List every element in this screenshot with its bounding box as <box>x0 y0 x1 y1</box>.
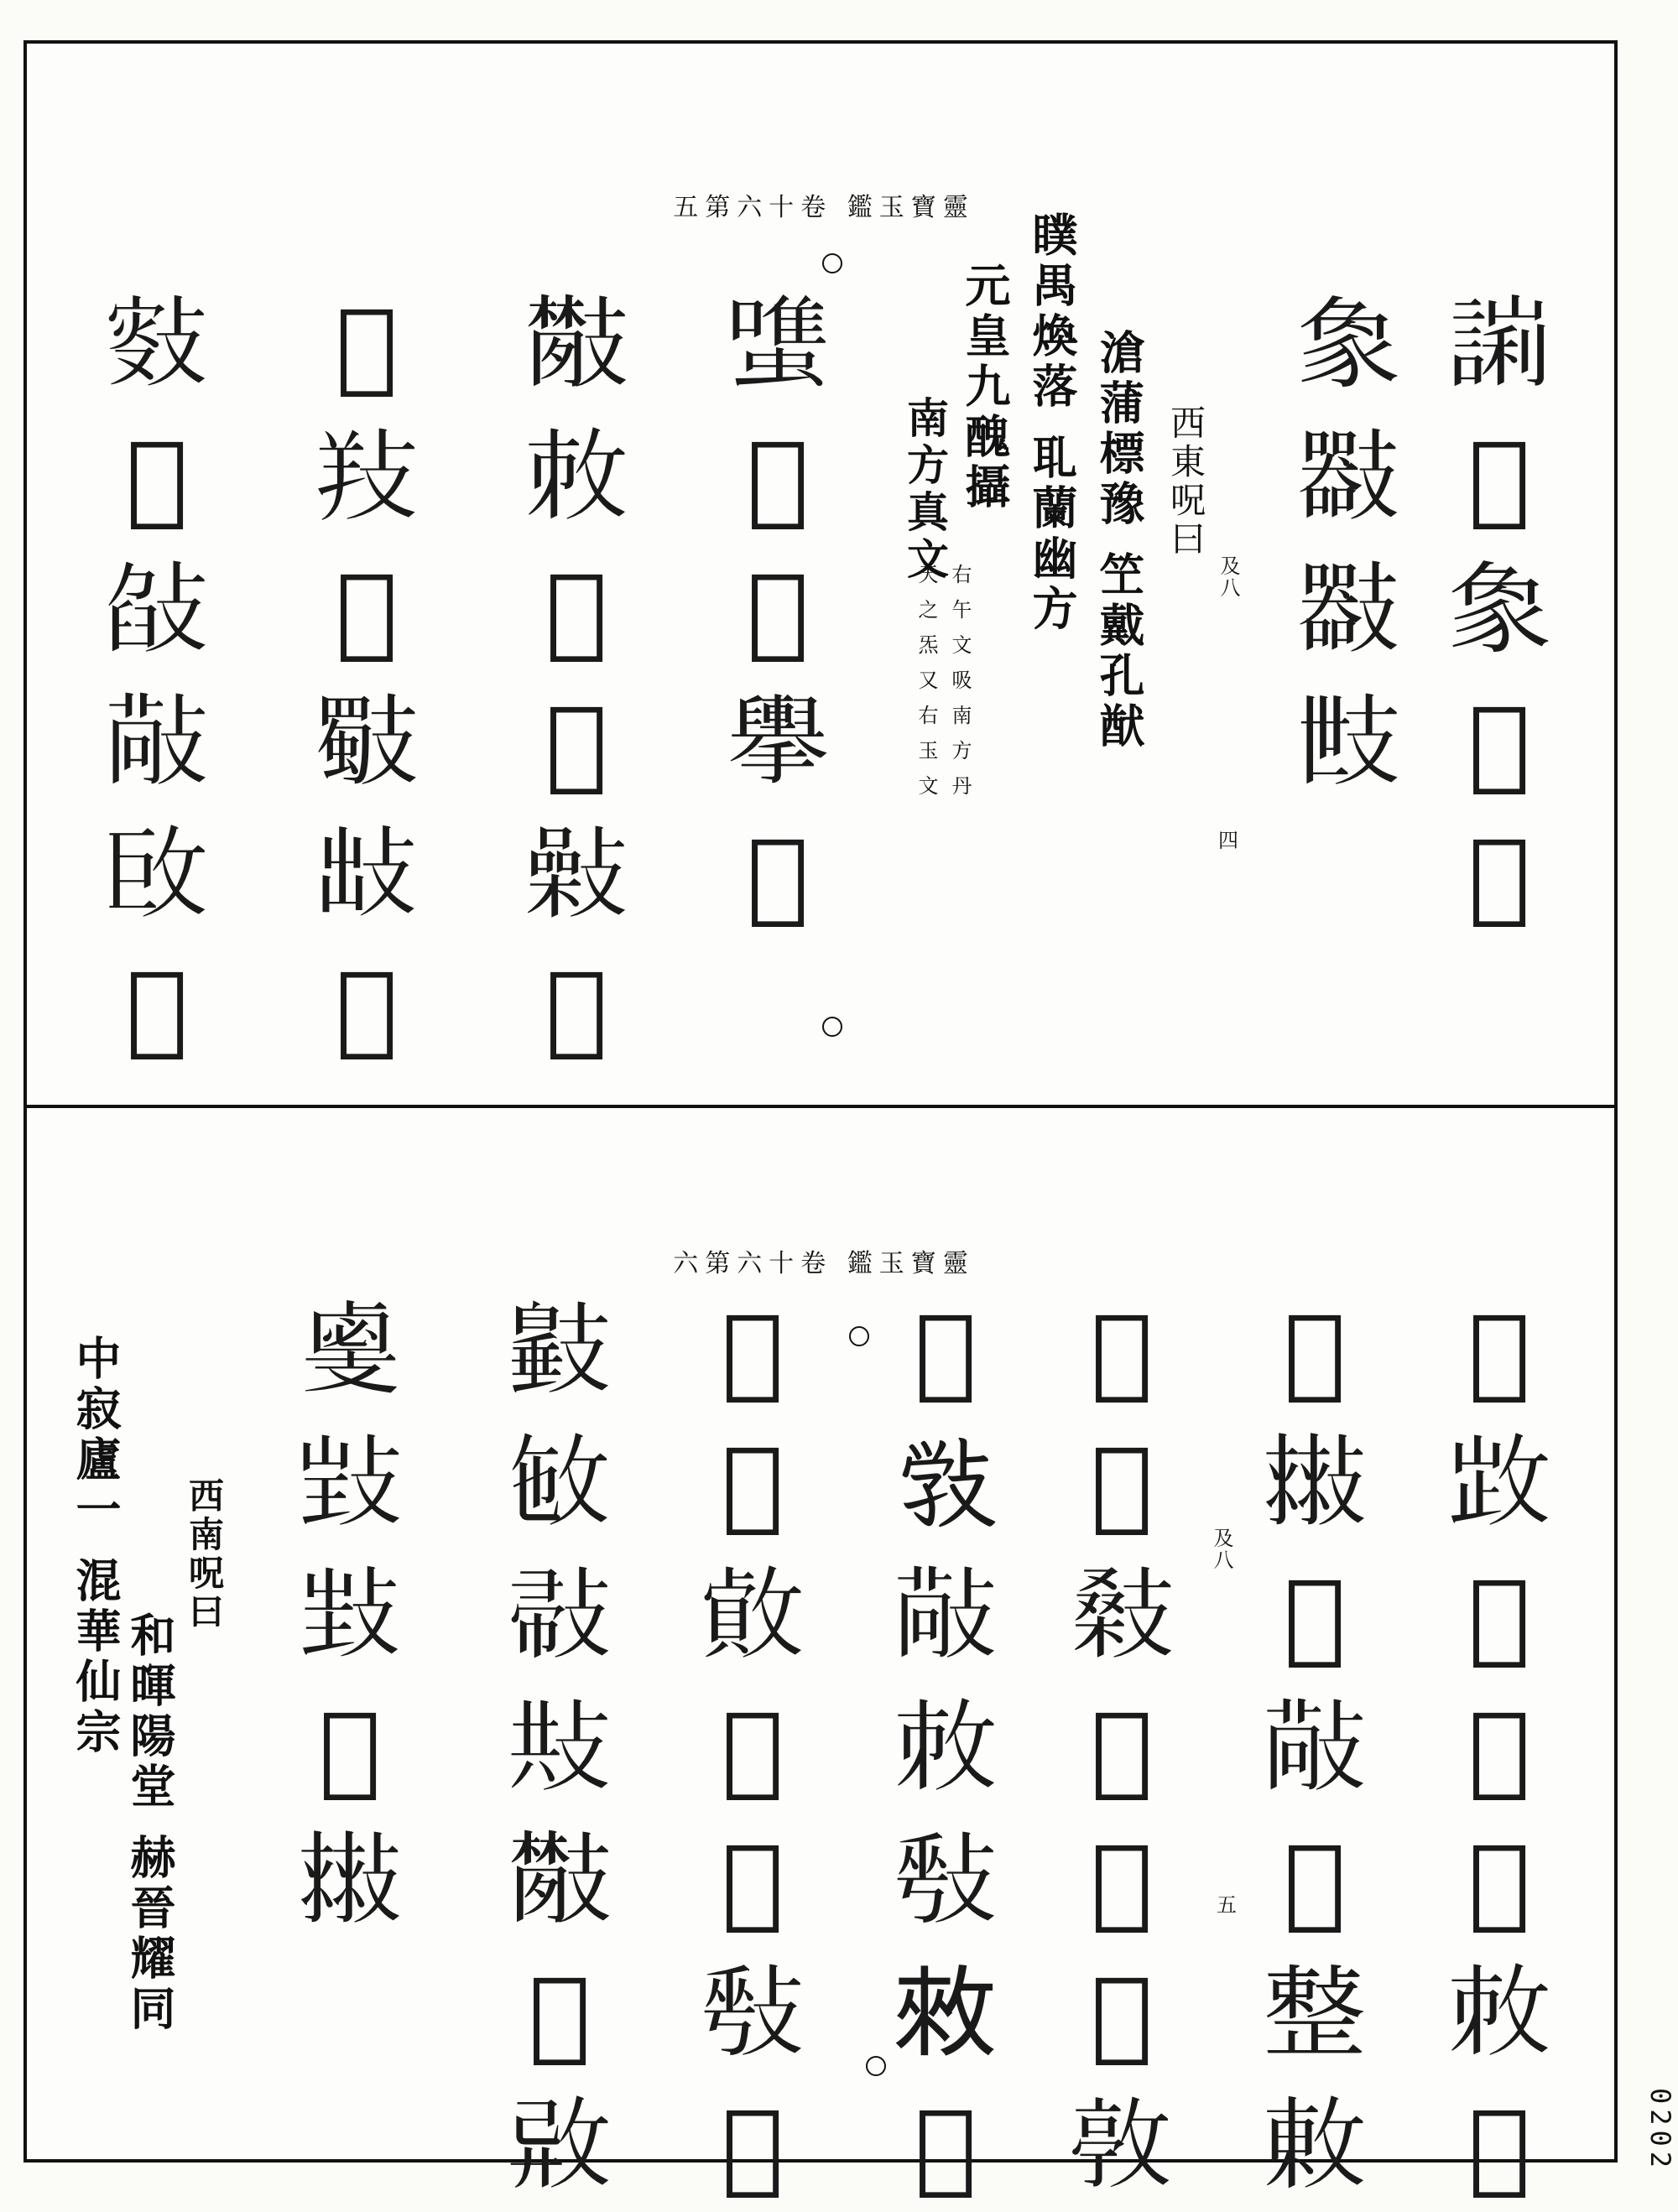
circle-mark <box>866 2056 886 2076</box>
seal-glyph: 𢼭 <box>721 1425 784 1541</box>
circle-mark <box>849 1326 869 1346</box>
seal-glyph: 𢽃 <box>298 1425 402 1541</box>
note-mark: 及八 <box>1217 555 1240 599</box>
seal-glyph: 𢽟 <box>894 1955 998 2071</box>
seal-glyph: 𢼋 <box>1447 1955 1551 2071</box>
seal-glyph: 𢻦 <box>508 1823 612 1939</box>
seal-column <box>1433 1284 1566 2212</box>
seal-glyph: 𢷄 <box>746 552 810 668</box>
seal-column <box>686 1284 819 2212</box>
seal-glyph: 𢼝 <box>315 419 419 535</box>
seal-glyph: 𢾝 <box>125 419 189 535</box>
seal-glyph: 𢼂 <box>545 684 608 800</box>
annotation-column: 元皇九醜攝 <box>958 262 1012 513</box>
seal-glyph: 𢼇 <box>746 419 810 535</box>
seal-glyph: 𢽖 <box>1090 1293 1154 1408</box>
seal-glyph: 𢻆 <box>335 287 399 403</box>
section-title: 西東呪曰 <box>1165 404 1206 559</box>
seal-glyph: 𢺥 <box>746 817 810 933</box>
seal-glyph: 𢼫 <box>318 1690 382 1806</box>
page-number: 四 <box>1218 829 1238 852</box>
seal-glyph: 𢻛 <box>298 1293 402 1408</box>
seal-glyph: 𢽖 <box>125 950 189 1065</box>
page-number: 五 <box>1217 1893 1237 1917</box>
seal-glyph: 𢼈 <box>1090 1823 1154 1939</box>
annotation-column: 瞨禺煥落 耴蘭幽方 <box>1025 211 1079 635</box>
top-header: 五第六十卷 鑑玉寶靈 <box>673 193 975 222</box>
seal-glyph: 𢽎 <box>528 1955 591 2071</box>
scripture-page <box>23 40 1618 2204</box>
seal-glyph: 𢽢 <box>1090 1955 1154 2071</box>
seal-glyph: 𢿖 <box>1090 1425 1154 1541</box>
section-title: 西南呪曰 <box>184 1477 225 1632</box>
seal-glyph: 𧰼 <box>1447 552 1551 668</box>
seal-column <box>493 1284 626 2212</box>
seal-column <box>300 278 433 1074</box>
seal-glyph: 𢾠 <box>105 684 209 800</box>
seal-glyph: 𢾤 <box>1467 1823 1531 1939</box>
seal-glyph: 𢾡 <box>721 1823 784 1939</box>
seal-glyph: 𢽥 <box>701 1955 805 2071</box>
annotation-column: 中寂廬一 混華仙宗 <box>69 1335 122 1758</box>
annotation-column: 滄蒲標豫 笁戴孔猷 <box>1092 329 1146 752</box>
top-section <box>27 44 1614 1105</box>
seal-glyph: 𢿫 <box>1263 1955 1367 2071</box>
seal-glyph: 𢽐 <box>335 950 399 1065</box>
seal-glyph: 𢻧 <box>315 684 419 800</box>
seal-column <box>711 278 844 941</box>
seal-glyph: 𢾤 <box>1090 1690 1154 1806</box>
note-mark: 及八 <box>1210 1528 1233 1571</box>
seal-column <box>1055 1284 1188 2212</box>
seal-glyph: 𢾠 <box>894 1558 998 1673</box>
seal-glyph: 𢾞 <box>914 2088 977 2204</box>
seal-glyph: 𢼏 <box>508 1425 612 1541</box>
seal-glyph: 𢻪 <box>1296 552 1400 668</box>
seal-glyph: 𢾠 <box>1263 1690 1367 1806</box>
seal-glyph: 𢽼 <box>545 552 608 668</box>
seal-glyph: 𢿇 <box>545 950 608 1065</box>
sub-title: 南方真文 <box>900 396 950 584</box>
seal-glyph: 𢻚 <box>1070 1558 1174 1673</box>
seal-glyph: 𢽪 <box>508 1558 612 1673</box>
seal-glyph: 𢻪 <box>1296 419 1400 535</box>
seal-glyph: 𠚕 <box>1467 419 1531 535</box>
seal-glyph: 𢾐 <box>105 287 209 403</box>
seal-glyph: 𢻩 <box>508 1293 612 1408</box>
seal-glyph: 𢼭 <box>1467 1293 1531 1408</box>
seal-column <box>1248 1284 1381 2212</box>
seal-glyph: 𢿸 <box>1467 684 1531 800</box>
seal-glyph: 𢼷 <box>508 2088 612 2204</box>
circle-mark <box>822 1017 842 1037</box>
seal-column <box>510 278 643 1074</box>
seal-column <box>91 278 223 1074</box>
seal-glyph: 𢿓 <box>701 1558 805 1673</box>
seal-glyph: 𢼋 <box>894 1690 998 1806</box>
seal-glyph: 𢹏 <box>726 684 830 800</box>
seal-glyph: 𢽋 <box>721 1690 784 1806</box>
sub-note: 右午文吸南方丹 <box>948 564 972 810</box>
seal-glyph: 𧐌 <box>726 287 830 403</box>
seal-column <box>1282 278 1415 809</box>
seal-glyph: 𢽾 <box>894 1425 998 1541</box>
seal-glyph: 𢿗 <box>1467 2088 1531 2204</box>
seal-glyph: 𢼍 <box>315 817 419 933</box>
seal-glyph: 𢿸 <box>1467 817 1531 933</box>
seal-glyph: 𢼦 <box>508 1690 612 1806</box>
seal-glyph: 𢼟 <box>298 1558 402 1673</box>
seal-glyph: 𧪙 <box>1447 287 1551 403</box>
archive-number: 0202 <box>1644 2087 1676 2173</box>
seal-glyph: 𢼭 <box>1283 1823 1347 1939</box>
seal-column <box>1433 278 1566 941</box>
annotation-column: 和暉陽堂 赫晉耀同 <box>123 1611 177 2035</box>
sub-note: 天之炁又右玉文 <box>915 564 938 810</box>
seal-glyph: 𢿗 <box>721 2088 784 2204</box>
seal-glyph: 𢽢 <box>1283 1558 1347 1673</box>
seal-glyph: 𢾟 <box>1283 1293 1347 1408</box>
seal-glyph: 𢿷 <box>1263 1425 1367 1541</box>
seal-glyph: 𢾛 <box>1070 2088 1174 2204</box>
seal-glyph: 𢽖 <box>1467 1690 1531 1806</box>
seal-glyph: 𢿾 <box>524 817 628 933</box>
seal-glyph: 𢼬 <box>914 1293 977 1408</box>
seal-glyph: 𢾟 <box>721 1293 784 1408</box>
seal-glyph: 𢺿 <box>1296 684 1400 800</box>
bottom-section <box>27 1108 1614 2204</box>
seal-glyph: 𢼔 <box>335 552 399 668</box>
seal-glyph: 𢼋 <box>524 419 628 535</box>
seal-glyph: 𢽬 <box>1263 2088 1367 2204</box>
seal-glyph: 𢽥 <box>894 1823 998 1939</box>
seal-column <box>879 1284 1012 2212</box>
seal-glyph: 𢿷 <box>298 1823 402 1939</box>
seal-glyph: 𧰼 <box>1296 287 1400 403</box>
circle-mark <box>822 253 842 273</box>
seal-glyph: 𢽣 <box>105 552 209 668</box>
seal-glyph: 𢻦 <box>524 287 628 403</box>
seal-glyph: 𢼑 <box>105 817 209 933</box>
seal-glyph: 𢽐 <box>1467 1558 1531 1673</box>
seal-glyph: 𢽗 <box>1447 1425 1551 1541</box>
seal-column <box>284 1284 416 1947</box>
bottom-header: 六第六十卷 鑑玉寶靈 <box>673 1249 975 1278</box>
